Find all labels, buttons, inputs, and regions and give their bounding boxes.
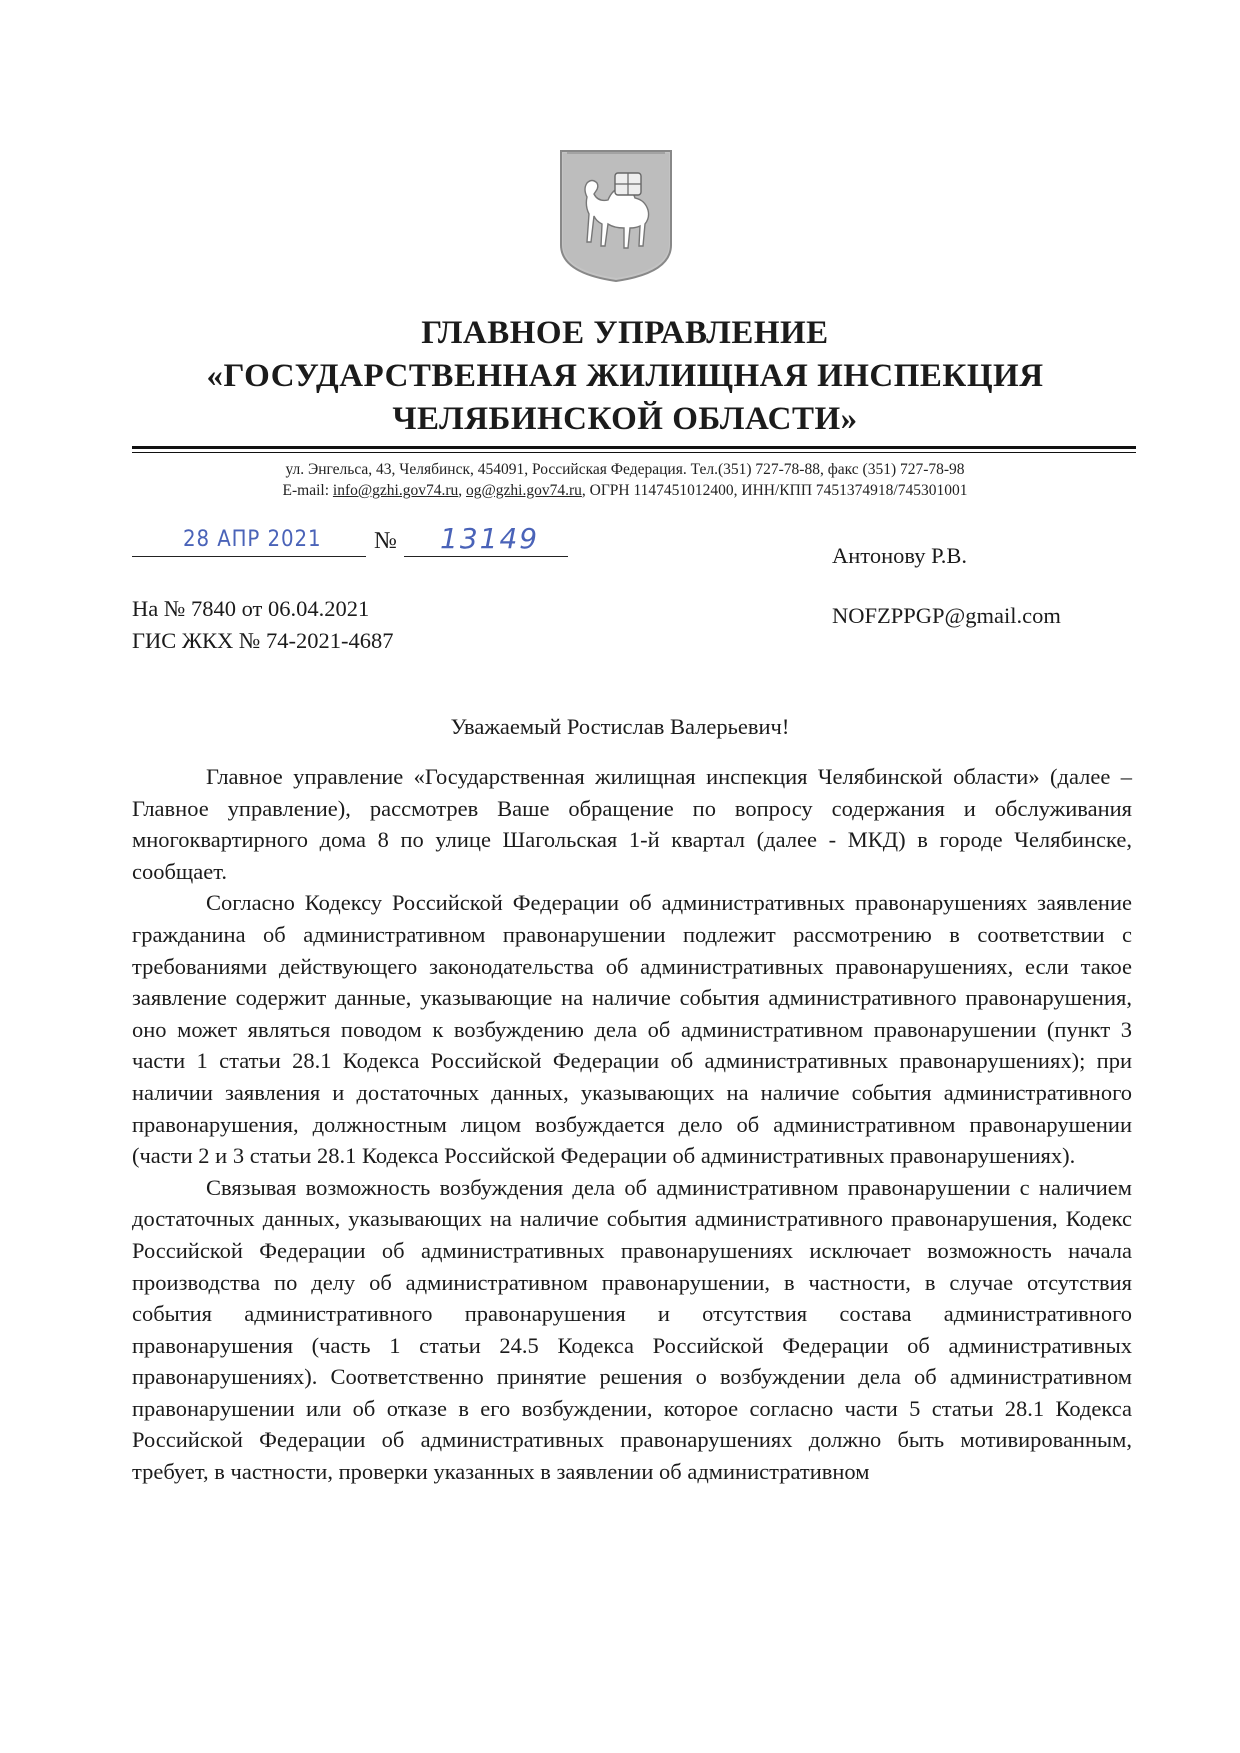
registration-codes: , ОГРН 1147451012400, ИНН/КПП 7451374918/745301001 — [581, 482, 968, 499]
reference-block — [132, 593, 394, 657]
outgoing-number: 13149 — [440, 522, 540, 555]
email-label: E-mail: — [282, 482, 333, 499]
org-title-line-1: ГЛАВНОЕ УПРАВЛЕНИЕ — [421, 315, 829, 351]
contact-line-1: ул. Энгельса, 43, Челябинск, 454091, Российская Федерация. Тел.(351) 727-78-88, факс (351) 727-78-98 — [285, 461, 965, 478]
coat-of-arms-camel-icon — [557, 147, 675, 285]
reference-incoming-number: На № 7840 от 06.04.2021 — [132, 596, 370, 621]
number-sign: № — [374, 528, 397, 554]
reference-gis-number: ГИС ЖКХ № 74-2021-4687 — [132, 628, 394, 653]
addressee-email: NOFZPPGP@gmail.com — [832, 603, 1061, 628]
paragraph-1: Главное управление «Государственная жилищная инспекция Челябинской области» (далее – Главное управление), рассмотрев Ваше обращение по вопросу содержания и обслуживания многоквартирного дома 8 по улице Шагольская 1-й квартал (далее - МКД) в городе Челябинске, сообщает. — [132, 764, 1132, 884]
header-divider-thin — [132, 452, 1136, 453]
paragraph-3: Связывая возможность возбуждения дела об административном правонарушении с наличием достаточных данных, указывающих на наличие события административного правонарушения, Кодекс Российской Федерации об административных правонарушениях исключает возможность начала производства по делу об административном правонарушении, в частности, в случае отсутствия события административного правонарушения и отсутствия состава административного правонарушения (часть 1 статьи 24.5 Кодекса Российской Федерации об административных правонарушениях). Соответственно принятие решения о возбуждении дела об административном правонарушении или об отказе в его возбуждении, которое согласно части 5 статьи 28.1 Кодекса Российской Федерации об административных правонарушениях должно быть мотивированным, требует, в частности, проверки указанных в заявлении об административном — [132, 1174, 1132, 1485]
header-divider-thick — [132, 446, 1136, 449]
contact-line-2 — [150, 480, 1100, 501]
email-link-og[interactable]: og@gzhi.gov74.ru — [466, 482, 582, 499]
org-title-line-2: «ГОСУДАРСТВЕННАЯ ЖИЛИЩНАЯ ИНСПЕКЦИЯ — [206, 358, 1044, 394]
salutation: Уважаемый Ростислав Валерьевич! — [450, 714, 790, 739]
org-title-line-3: ЧЕЛЯБИНСКОЙ ОБЛАСТИ» — [392, 401, 858, 437]
letter-body — [132, 761, 1132, 1488]
email-separator: , — [458, 482, 467, 499]
number-underline — [404, 556, 568, 557]
paragraph-2: Согласно Кодексу Российской Федерации об административных правонарушениях заявление гражданина об административном правонарушении подлежит рассмотрению в соответствии с требованиями действующего законодательства об административных правонарушениях, если такое заявление содержит данные, указывающие на наличие события административного правонарушения, оно может являться поводом к возбуждению дела об административном правонарушении (пункт 3 части 1 статьи 28.1 Кодекса Российской Федерации об административных правонарушениях); при наличии заявления и достаточных данных, указывающих на наличие события административного правонарушения, должностным лицом возбуждается дело об административном правонарушении (части 2 и 3 статьи 28.1 Кодекса Российской Федерации об административных правонарушениях). — [132, 890, 1132, 1169]
addressee-name: Антонову Р.В. — [832, 543, 968, 568]
date-stamp: 28 АПР 2021 — [183, 527, 322, 552]
date-underline — [132, 556, 366, 557]
email-link-info[interactable]: info@gzhi.gov74.ru — [332, 482, 459, 499]
